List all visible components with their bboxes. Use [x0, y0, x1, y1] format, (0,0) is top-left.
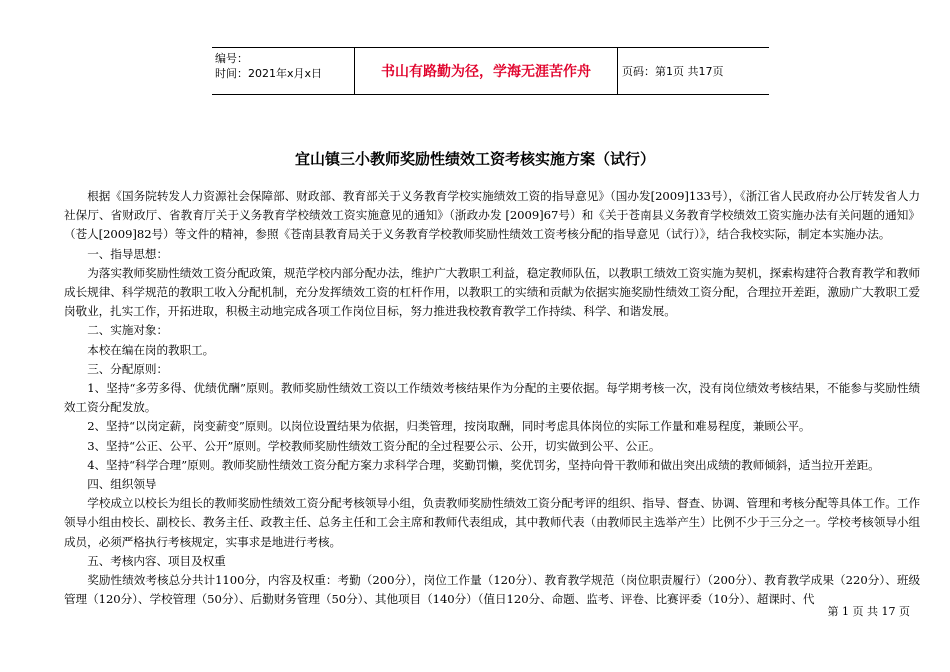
header-meta [212, 48, 354, 94]
header-page-info: 页码：第1页 共17页 [622, 65, 724, 78]
section-heading-2: 二、实施对象： [87, 323, 168, 338]
section-heading-1: 一、指导思想： [87, 246, 168, 261]
section-heading-4: 四、组织领导 [87, 477, 157, 492]
paragraph: 本校在编在岗的教职工。 [87, 342, 215, 357]
paragraph: 1、坚持“多劳多得、优绩优酬”原则。教师奖励性绩效工资以工作绩效考核结果作为分配的主要依据。每学期考核一次，没有岗位绩效考核结果，不能参与奖励性绩效工资分配发放。 [64, 381, 920, 415]
document-number: 编号： [215, 52, 248, 65]
header-motto: 书山有路勤为径，学海无涯苦作舟 [354, 48, 618, 94]
document-title: 宜山镇三小教师奖励性绩效工资考核实施方案（试行） [294, 150, 655, 168]
page-footer: 第 1 页 共 17 页 [827, 605, 910, 618]
section-heading-3: 三、分配原则： [87, 361, 168, 376]
document-body [64, 187, 920, 609]
paragraph: 为落实教师奖励性绩效工资分配政策，规范学校内部分配办法，维护广大教职工利益，稳定教师队伍，以教职工绩效工资实施为契机，探索构建符合教育教学和教师成长规律、科学规范的教职工收入分配机制，充分发挥绩效工资的杠杆作用，以教职工的实绩和贡献为依据实施奖励性绩效工资分配，合理拉开差距，激励广大教职工爱岗敬业，扎实工作，开拓进取，积极主动地完成各项工作岗位目标，努力推进我校教育教学工作持续、科学、和谐发展。 [64, 265, 920, 319]
paragraph: 学校成立以校长为组长的教师奖励性绩效工资分配考核领导小组，负责教师奖励性绩效工资分配考评的组织、指导、督查、协调、管理和考核分配等具体工作。工作领导小组由校长、副校长、教务主任、政教主任、总务主任和工会主席和教师代表组成，其中教师代表（由教师民主选举产生）比例不少于三分之一。学校考核领导小组成员，必须严格执行考核规定，实事求是地进行考核。 [64, 496, 920, 549]
paragraph: 奖励性绩效考核总分共计1100分，内容及权重：考勤（200分），岗位工作量（120分）、教育教学规范（岗位职责履行）（200分）、教育教学成果（220分）、班级管理（120分）、学校管理（50分）、后勤财务管理（50分）、其他项目（140分）（值日120分、命题、监考、评卷、比赛评委（10分）、超课时、代 [64, 573, 920, 607]
section-heading-5: 五、考核内容、项目及权重 [87, 553, 226, 568]
paragraph: 2、坚持“以岗定薪，岗变薪变”原则。以岗位设置结果为依据，归类管理，按岗取酬，同时考虑具体岗位的实际工作量和难易程度，兼顾公平。 [87, 419, 811, 434]
paragraph: 4、坚持“科学合理”原则。教师奖励性绩效工资分配方案力求科学合理，奖勤罚懒，奖优罚劣，坚持向骨干教师和做出突出成绩的教师倾斜，适当拉开差距。 [87, 457, 880, 472]
paragraph-intro: 根据《国务院转发人力资源社会保障部、财政部、教育部关于义务教育学校实施绩效工资的指导意见》（国办发[2009]133号），《浙江省人民政府办公厅转发省人力社保厅、省财政厅、省教育厅关于义务教育学校绩效工资实施意见的通知》（浙政办发 [2009]67号）和《关于苍南县义务教育学校绩效工资实施办法有关问题的通知》（苍人[2009]82号）等文件的精神，参照《苍南县教育局关于义务教育学校教师奖励性绩效工资考核分配的指导意见（试行）》，结合我校实际，制定本实施办法。 [64, 189, 920, 242]
header-table [212, 47, 769, 95]
paragraph: 3、坚持“公正、公平、公开”原则。学校教师奖励性绩效工资分配的全过程要公示、公开，切实做到公平、公正。 [87, 438, 661, 453]
document-time: 时间：2021年x月x日 [215, 67, 323, 80]
